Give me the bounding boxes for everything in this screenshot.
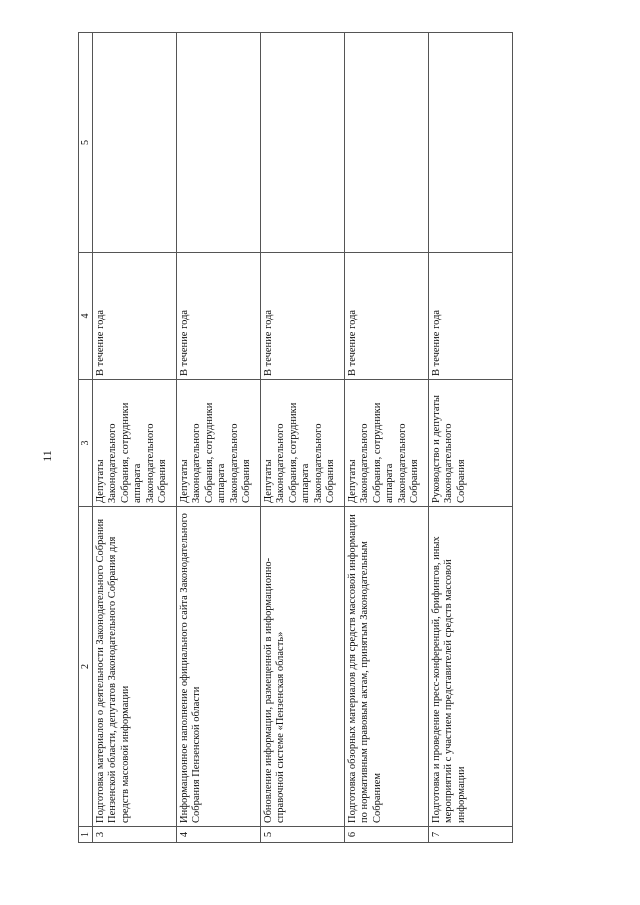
row-deadline: В течение года: [93, 253, 177, 380]
row-action: Подготовка и проведение пресс-конференций, брифингов, иных мероприятий с участием представителей средств массовой информации: [429, 507, 513, 827]
row-number: 6: [345, 827, 429, 843]
plan-table-container: [78, 33, 488, 843]
row-note: [345, 33, 429, 253]
row-responsible: Депутаты Законодательного Собрания, сотрудники аппарата Законодательного Собрания: [177, 380, 261, 507]
table-row: [345, 33, 429, 843]
table-row: [177, 33, 261, 843]
header-col-5: 5: [79, 33, 93, 253]
row-number: 3: [93, 827, 177, 843]
row-deadline: В течение года: [345, 253, 429, 380]
row-deadline: В течение года: [177, 253, 261, 380]
row-number: 7: [429, 827, 513, 843]
row-action: Информационное наполнение официального сайта Законодательного Собрания Пензенской области: [177, 507, 261, 827]
row-note: [93, 33, 177, 253]
row-responsible: Депутаты Законодательного Собрания, сотрудники аппарата Законодательного Собрания: [93, 380, 177, 507]
row-note: [429, 33, 513, 253]
row-action: Подготовка материалов о деятельности Законодательного Собрания Пензенской области, депутатов Законодательного Собрания для средств массовой информации: [93, 507, 177, 827]
row-action: Подготовка обзорных материалов для средств массовой информации по нормативным правовым актам, принятым Законодательным Собранием: [345, 507, 429, 827]
page-number: 11: [40, 450, 54, 462]
header-col-3: 3: [79, 380, 93, 507]
row-deadline: В течение года: [429, 253, 513, 380]
header-col-1: 1: [79, 827, 93, 843]
table-row: [429, 33, 513, 843]
row-note: [177, 33, 261, 253]
row-number: 4: [177, 827, 261, 843]
row-action: Обновление информации, размещенной в информационно-справочной системе «Пензенская область»: [261, 507, 345, 827]
row-responsible: Руководство и депутаты Законодательного Собрания: [429, 380, 513, 507]
table-header-row: [79, 33, 93, 843]
table-row: [261, 33, 345, 843]
row-deadline: В течение года: [261, 253, 345, 380]
plan-table: [78, 32, 513, 843]
row-responsible: Депутаты Законодательного Собрания, сотрудники аппарата Законодательного Собрания: [345, 380, 429, 507]
header-col-2: 2: [79, 507, 93, 827]
row-note: [261, 33, 345, 253]
row-responsible: Депутаты Законодательного Собрания, сотрудники аппарата Законодательного Собрания: [261, 380, 345, 507]
table-row: [93, 33, 177, 843]
row-number: 5: [261, 827, 345, 843]
header-col-4: 4: [79, 253, 93, 380]
